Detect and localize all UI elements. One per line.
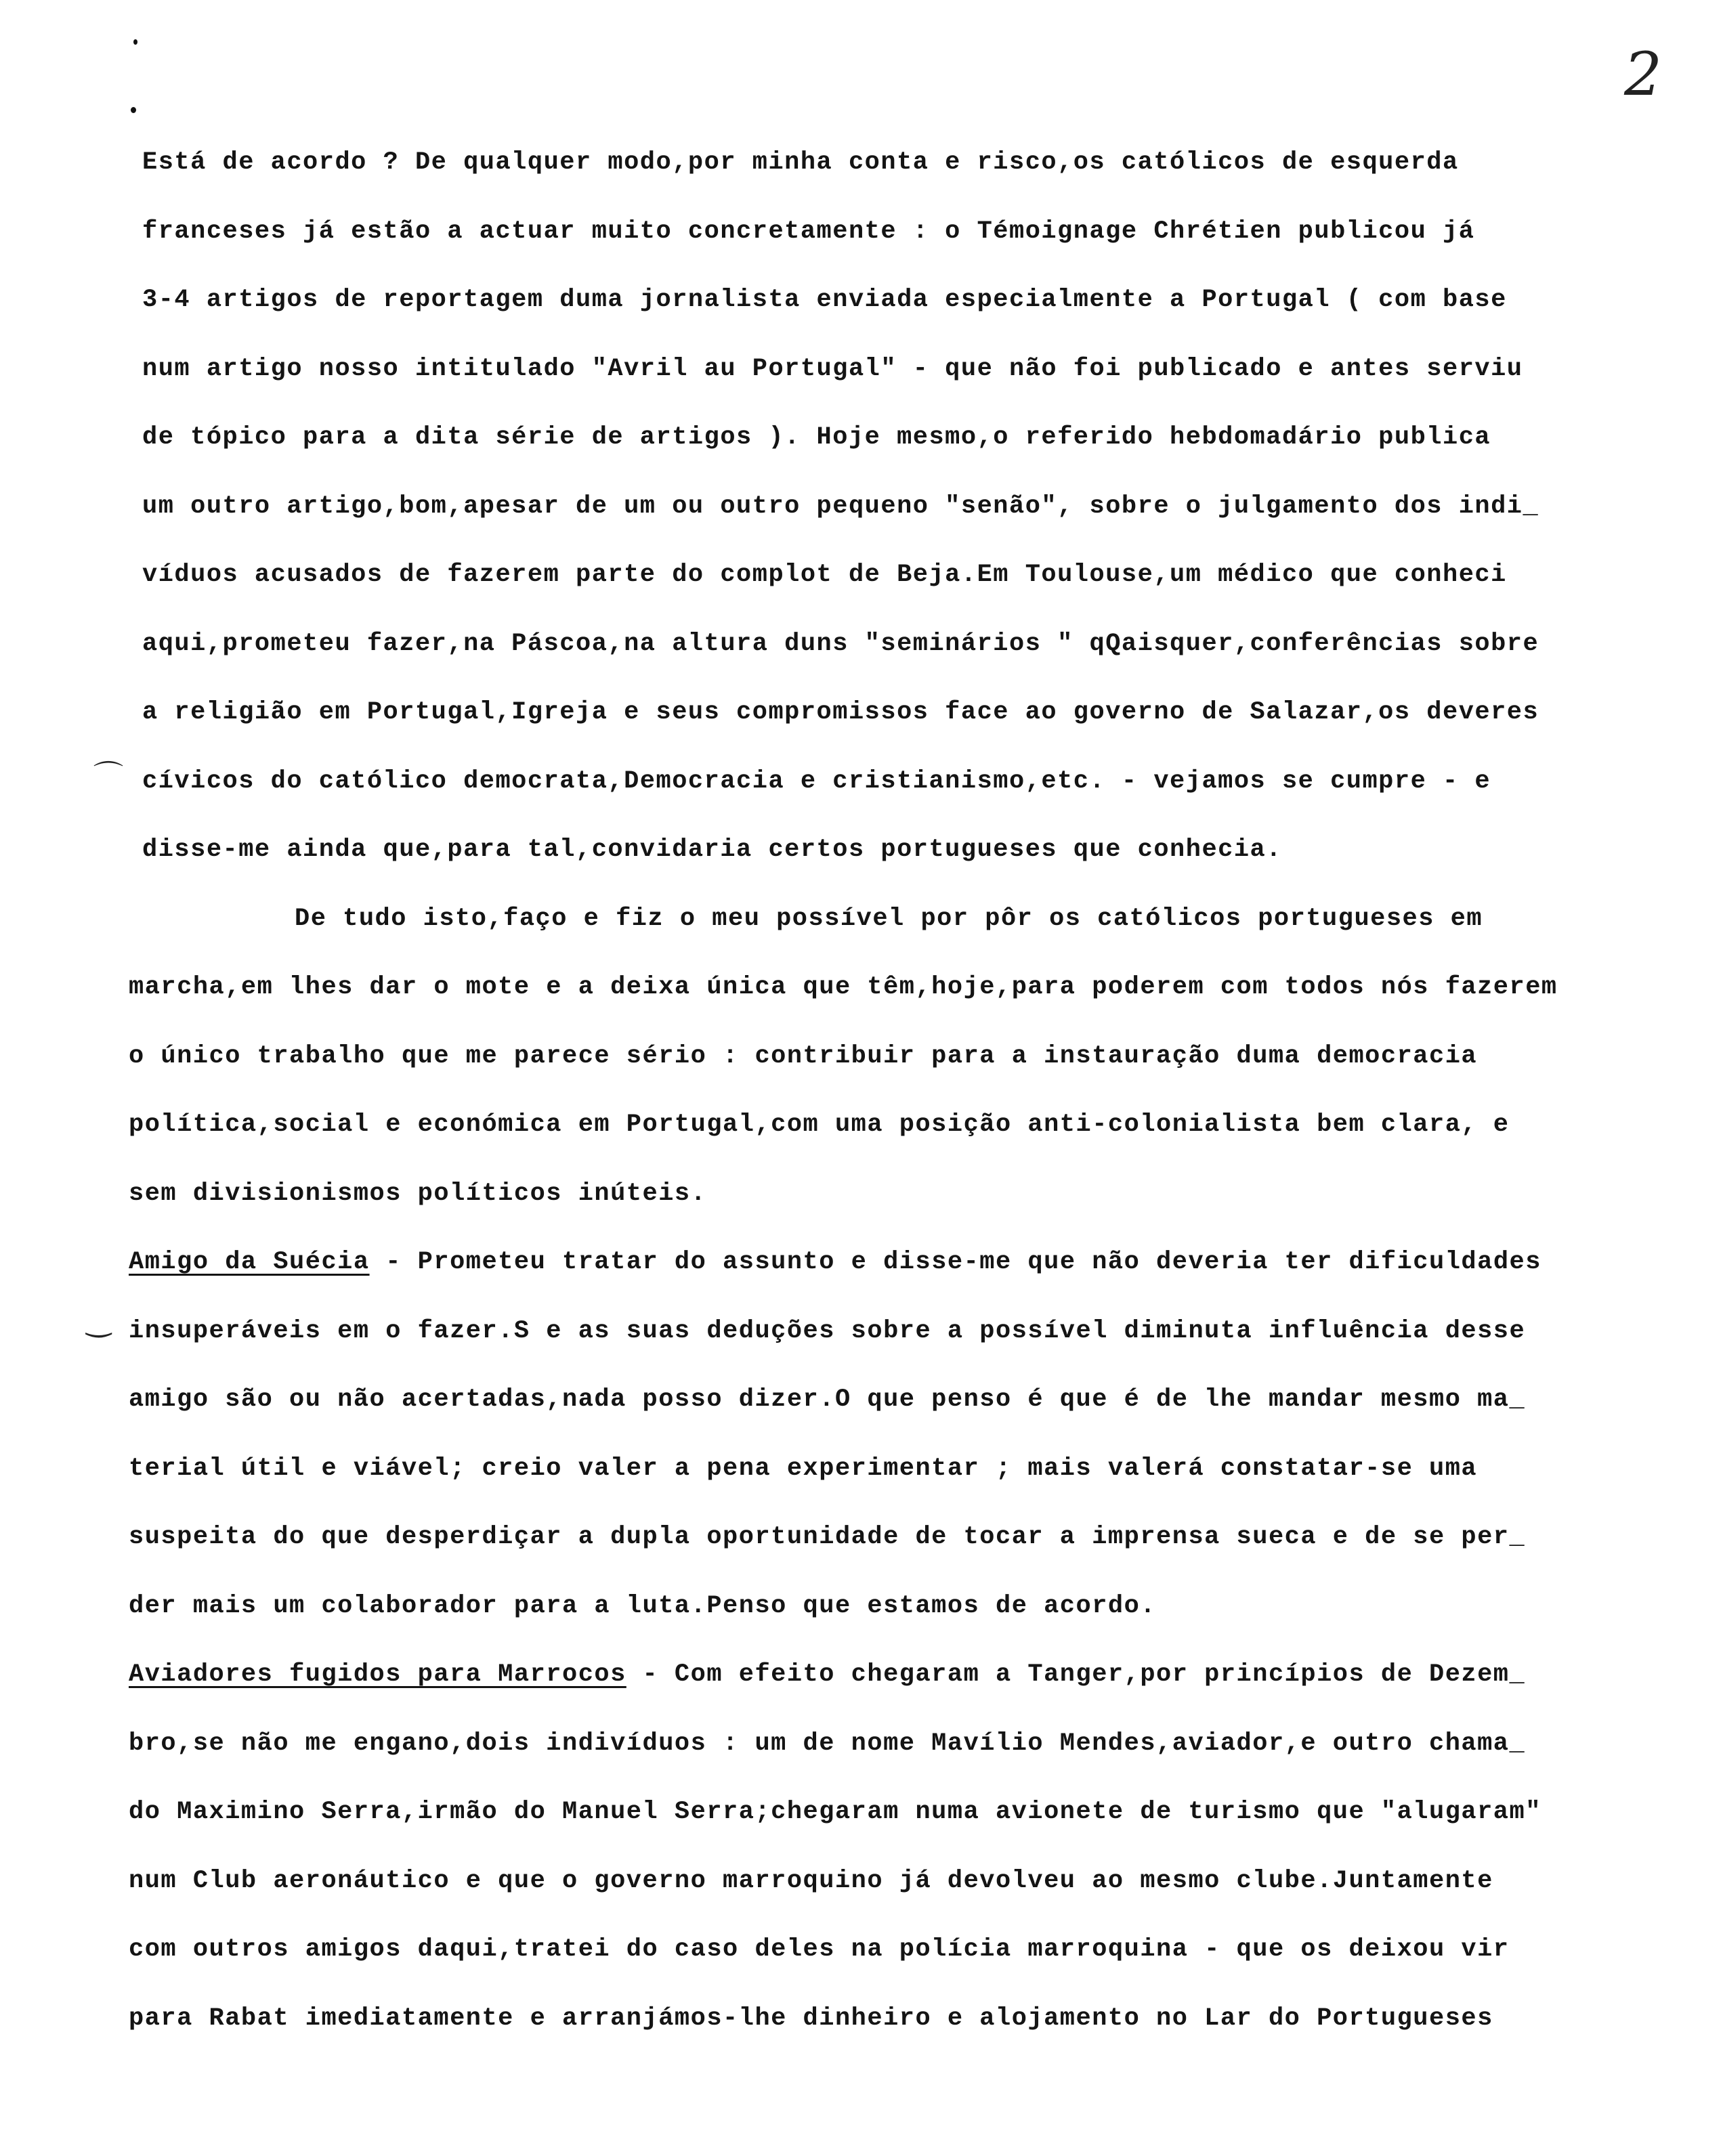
text-line: insuperáveis em o fazer.S e as suas deduções sobre a possível diminuta influência desse [129,1316,1526,1345]
text-line: política,social e económica em Portugal,com uma posição anti-colonialista bem clara, e [129,1111,1510,1139]
text-line: marcha,em lhes dar o mote e a deixa única que têm,hoje,para poderem com todos nós fazerem [129,973,1558,1001]
text-line: para Rabat imediatamente e arranjámos-lhe dinheiro e alojamento no Lar do Portugueses [129,2004,1493,2033]
text-line [129,1228,1680,1297]
text-line: de tópico para a dita série de artigos ). Hoje mesmo,o referido hebdomadário publica [142,423,1491,452]
paragraph-2 [129,885,1680,1229]
text-line [129,1641,1680,1710]
margin-mark-1: ⌒ [93,759,123,794]
paragraph-aviadores [129,1641,1680,2053]
text-line: um outro artigo,bom,apesar de um ou outro pequeno "senão", sobre o julgamento dos indi_ [142,492,1539,521]
section-heading-amigo-da-suecia: Amigo da Suécia [129,1248,370,1276]
text-line: sem divisionismos políticos inúteis. [129,1179,707,1208]
paragraph-1 [129,129,1680,885]
heading-line-rest: - Com efeito chegaram a Tanger,por princípios de Dezem_ [626,1660,1526,1689]
text-line: a religião em Portugal,Igreja e seus compromissos face ao governo de Salazar,os deveres [142,698,1539,727]
page-number: 2 [1624,39,1662,109]
paragraph-amigo-da-suecia [129,1228,1680,1641]
text-line: do Maximino Serra,irmão do Manuel Serra;chegaram numa avionete de turismo que "alugaram" [129,1798,1541,1826]
text-line: o único trabalho que me parece sério : contribuir para a instauração duma democracia [129,1041,1478,1071]
text-line: num Club aeronáutico e que o governo marroquino já devolveu ao mesmo clube.Juntamente [129,1866,1493,1895]
text-line: De tudo isto,faço e fiz o meu possível por pôr os católicos portugueses em [295,904,1483,933]
text-line: num artigo nosso intitulado "Avril au Portugal" - que não foi publicado e antes serviu [142,354,1523,383]
text-line: víduos acusados de fazerem parte do complot de Beja.Em Toulouse,um médico que conheci [142,561,1507,589]
text-line: suspeita do que desperdiçar a dupla oportunidade de tocar a imprensa sueca e de se per_ [129,1523,1526,1551]
text-line: 3-4 artigos de reportagem duma jornalista enviada especialmente a Portugal ( com base [142,286,1507,314]
text-line: amigo são ou não acertadas,nada posso dizer.O que penso é que é de lhe mandar mesmo ma_ [129,1385,1526,1414]
text-line: aqui,prometeu fazer,na Páscoa,na altura duns "seminários " qQaisquer,conferências sobre [142,629,1539,658]
ink-speck-1 [133,39,137,45]
text-line: disse-me ainda que,para tal,convidaria certos portugueses que conhecia. [142,836,1282,864]
text-line: bro,se não me engano,dois indivíduos : um de nome Mavílio Mendes,aviador,e outro chama_ [129,1729,1526,1758]
ink-speck-2 [131,107,136,113]
letter-body [129,129,1680,2053]
text-line: der mais um colaborador para a luta.Penso que estamos de acordo. [129,1591,1157,1620]
section-heading-aviadores: Aviadores fugidos para Marrocos [129,1660,626,1689]
text-line: cívicos do católico democrata,Democracia e cristianismo,etc. - vejamos se cumpre - e [142,767,1491,796]
text-line: terial útil e viável; creio valer a pena experimentar ; mais valerá constatar-se uma [129,1454,1478,1483]
heading-line-rest: - Prometeu tratar do assunto e disse-me que não deveria ter dificuldades [369,1248,1541,1276]
text-line: franceses já estão a actuar muito concretamente : o Témoignage Chrétien publicou já [142,217,1475,246]
margin-mark-2: ‿ [87,1303,111,1338]
text-line: com outros amigos daqui,tratei do caso deles na polícia marroquina - que os deixou vir [129,1935,1510,1964]
text-line: Está de acordo ? De qualquer modo,por minha conta e risco,os católicos de esquerda [142,148,1459,177]
